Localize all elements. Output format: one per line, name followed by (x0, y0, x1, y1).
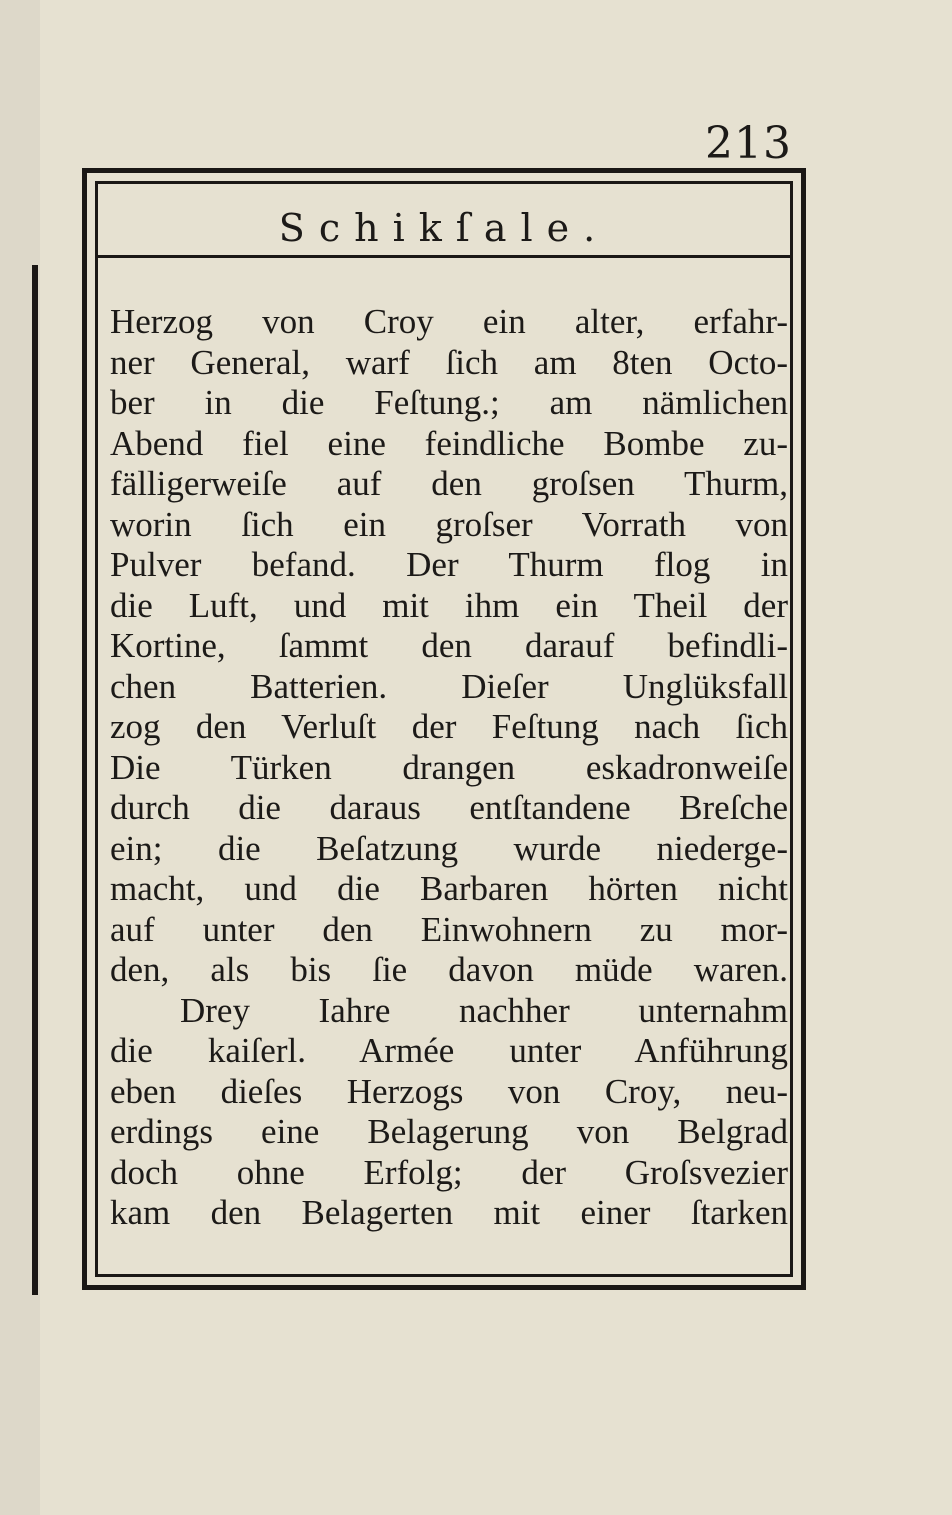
body-text (110, 302, 788, 1234)
text-line: zog den Verluſt der Feſtung nach ſich (110, 707, 788, 746)
page-number: 213 (705, 118, 792, 169)
text-line: kam den Belagerten mit einer ſtarken (110, 1193, 788, 1232)
text-line: auf unter den Einwohnern zu mor- (110, 909, 788, 949)
text-line: doch ohne Erfolg; der Groſsvezier (110, 1152, 788, 1192)
text-line: eben dieſes Herzogs von Croy, neu- (110, 1071, 788, 1111)
text-line: Kortine, ſammt den darauf befindli- (110, 626, 788, 665)
text-line: die kaiſerl. Armée unter Anführung (110, 1031, 788, 1070)
text-line: die Luft, und mit ihm ein Theil der (110, 585, 788, 625)
text-line: macht, und die Barbaren hörten nicht (110, 869, 788, 908)
text-line: erdings eine Belagerung von Belgrad (110, 1112, 788, 1151)
text-frame-outer (82, 168, 806, 1290)
text-line: Drey Iahre nachher unternahm (180, 990, 788, 1030)
text-frame-inner (95, 181, 793, 1277)
text-line: worin ſich ein groſser Vorrath von (110, 504, 788, 544)
left-page-frame-rule (32, 265, 38, 1295)
text-line: chen Batterien. Dieſer Unglüksfall (110, 666, 788, 706)
text-line: fälligerweiſe auf den groſsen Thurm, (110, 464, 788, 503)
text-line: den, als bis ſie davon müde waren. (110, 950, 788, 989)
text-line: ein; die Beſatzung wurde niederge- (110, 828, 788, 868)
running-head: Schikſale. (278, 206, 610, 250)
text-line: Die Türken drangen eskadronweiſe (110, 747, 788, 787)
text-line: ner General, warf ſich am 8ten Octo- (110, 342, 788, 382)
text-line: Pulver befand. Der Thurm flog in (110, 545, 788, 584)
text-line: durch die daraus entſtandene Breſche (110, 788, 788, 827)
text-line: Abend fiel eine feindliche Bombe zu- (110, 423, 788, 463)
text-line: ber in die Feſtung.; am nämlichen (110, 383, 788, 422)
header-rule (98, 255, 790, 258)
text-line: Herzog von Croy ein alter, erfahr- (110, 302, 788, 341)
